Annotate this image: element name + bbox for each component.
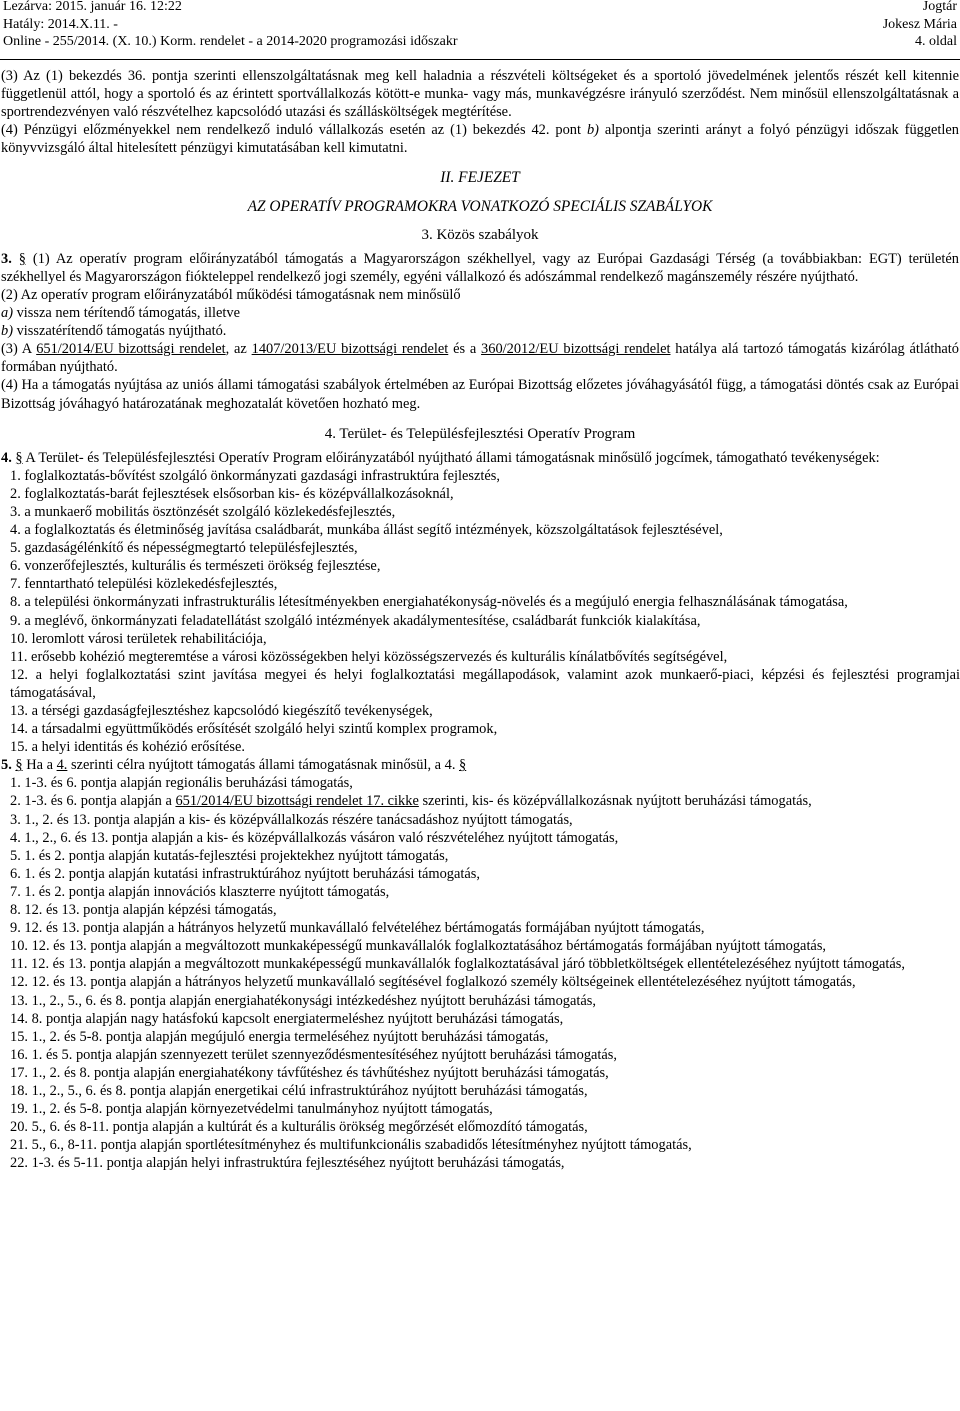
section-3-paragraph-1 — [0, 250, 960, 286]
list-item: 6. vonzerőfejlesztés, kulturális és természeti örökség fejlesztése, — [10, 558, 381, 575]
section-3-paragraph-2: (2) Az operatív program előirányzatából működési támogatásnak nem minősülő — [1, 286, 461, 303]
list-item: 13. 1., 2., 5., 6. és 8. pontja alapján energiahatékonysági intézkedéshez nyújtott beruházási támogatás, — [10, 992, 596, 1009]
paragraph-4-text-end: alpontja szerinti arányt a folyó pénzügyi időszak független könyvvizsgáló által hitelesített pénzügyi kimutatásában kell kimutatni. — [1, 122, 959, 157]
section-3-title: 3. Közös szabályok — [421, 226, 539, 243]
list-item: 9. a meglévő, önkormányzati feladatellátást szolgáló intézmények akadálymentesítése, családbarát funkciók kialakítása, — [10, 612, 701, 629]
list-item: 19. 1., 2. és 5-8. pontja alapján környezetvédelmi tanulmányhoz nyújtott támogatás, — [10, 1101, 493, 1118]
list-item: 1. foglalkoztatás-bővítést szolgáló önkormányzati gazdasági infrastruktúra fejlesztés, — [10, 467, 500, 484]
section-3-symbol-link[interactable]: § — [18, 250, 26, 267]
list-item: 12. a helyi foglalkoztatási szint javítása megyei és helyi foglalkoztatási megállapodások, valamint azok munkaerő-piaci, képzési és fejlesztési programjai támogatásával, — [10, 666, 960, 701]
list-item: 4. a foglalkoztatás és életminőség javítása családbarát, munkába állást segítő intézmények, közszolgáltatások fejlesztésével, — [10, 522, 723, 539]
section-5-symbol-link[interactable]: § — [15, 757, 23, 774]
regulation-1407-link[interactable]: 1407/2013/EU bizottsági rendelet — [251, 341, 449, 358]
list-item: 14. a társadalmi együttműködés erősítését szolgáló helyi szintű komplex programok, — [10, 721, 498, 738]
list-item: 21. 5., 6., 8-11. pontja alapján sportlétesítményhez és multifunkcionális szabadidős létesítményhez nyújtott támogatás, — [10, 1137, 692, 1154]
regulation-651-article-17-link[interactable]: 651/2014/EU bizottsági rendelet 17. cikke — [175, 793, 419, 810]
list-item: 8. a települési önkormányzati infrastrukturális létesítményekben energiahatékonyság-növelés és a megújuló energia felhasználásának támogatása, — [10, 594, 848, 611]
section-5-list — [0, 774, 960, 1172]
section-3-paragraph-4: (4) Ha a támogatás nyújtása az uniós állami támogatási szabályok értelmében az Európai Bizottság előzetes jóváhagyásától függ, a támogatási döntés csak az Európai Bizottság jóváhagyó határozatának meghozatalát követően hozható meg. — [1, 377, 959, 412]
item-a-label: a) — [1, 305, 13, 322]
list-item: 22. 1-3. és 5-11. pontja alapján helyi infrastruktúra fejlesztéséhez nyújtott beruházási támogatás, — [10, 1155, 565, 1172]
section-4-title: 4. Terület- és Településfejlesztési Operatív Program — [324, 425, 636, 442]
list-item: 16. 1. és 5. pontja alapján szennyezett terület szennyeződésmentesítéséhez nyújtott beruházási támogatás, — [10, 1046, 617, 1063]
section-4-intro-text: A Terület- és Településfejlesztési Operatív Program előirányzatából nyújtható állami támogatásnak minősülő jogcímek, támogatható tevékenységek: — [22, 449, 880, 466]
section-4-list — [0, 467, 960, 757]
section-3-item-b — [0, 322, 960, 340]
paragraph-4-text: (4) Pénzügyi előzményekkel nem rendelkező induló vállalkozás esetén az (1) bekezdés 42. pont — [1, 122, 587, 139]
section-5-symbol-ref-link[interactable]: § — [459, 757, 467, 774]
section-4-intro — [0, 449, 960, 467]
paragraph-4 — [0, 121, 960, 157]
header-right — [883, 0, 957, 51]
list-item: 10. 12. és 13. pontja alapján a megváltozott munkaképességű munkavállalók foglalkoztatásához bértámogatás formájában nyújtott támogatás, — [10, 938, 827, 955]
section-5-number: 5. — [1, 757, 12, 774]
list-item: 12. 12. és 13. pontja alapján a hátrányos helyzetű munkavállaló segítésével foglalkozó személy költségeinek ellentételezéséhez nyújtott támogatás, — [10, 974, 856, 991]
list-item: 7. fenntartható települési közlekedésfejlesztés, — [10, 576, 278, 593]
section-3-paragraph-1-text: (1) Az operatív program előirányzatából támogatás a Magyarországon székhellyel, vagy az Európai Gazdasági Térség (a továbbiakban: EGT) területén székhellyel és Magyarországon fiókteleppel rendelkező jogi személy, egyéni vállalkozó és adószámmal rendelkező magánszemély részére nyújtható. — [1, 250, 959, 285]
item-a-text: vissza nem térítendő támogatás, illetve — [13, 305, 240, 322]
section-4-symbol-link[interactable]: § — [15, 449, 23, 466]
s3-3-text-4: hatálya alá tartozó támogatás kizárólag átlátható formában nyújtható. — [1, 341, 959, 376]
section-5-intro — [0, 756, 960, 774]
list-item: 1. 1-3. és 6. pontja alapján regionális beruházási támogatás, — [10, 775, 353, 792]
header-left — [3, 0, 458, 51]
s3-3-text-2: , az — [225, 341, 252, 358]
list-item: 11. erősebb kohézió megteremtése a városi közösségekben helyi közösségszervezés és kulturális kínálatbővítés segítségével, — [10, 648, 728, 665]
list-item: 17. 1., 2. és 8. pontja alapján energiahatékony távfűtéshez és távhűtéshez nyújtott beruházási támogatás, — [10, 1064, 609, 1081]
header-user: Jokesz Mária — [882, 16, 957, 32]
header-document-title: Online - 255/2014. (X. 10.) Korm. rendelet - a 2014-2020 programozási időszakr — [3, 34, 458, 49]
list-item: 8. 12. és 13. pontja alapján képzési támogatás, — [10, 902, 277, 919]
list-item-text: 2. 1-3. és 6. pontja alapján a — [10, 793, 176, 810]
regulation-360-link[interactable]: 360/2012/EU bizottsági rendelet — [481, 341, 671, 358]
chapter-title: AZ OPERATÍV PROGRAMOKRA VONATKOZÓ SPECIÁLIS SZABÁLYOK — [247, 197, 713, 215]
section-3-item-a — [0, 304, 960, 322]
list-item: 6. 1. és 2. pontja alapján kutatási infrastruktúrához nyújtott beruházási támogatás, — [10, 865, 480, 882]
section-5-text: Ha a — [22, 757, 57, 774]
list-item: 5. 1. és 2. pontja alapján kutatás-fejlesztési projektekhez nyújtott támogatás, — [10, 847, 449, 864]
list-item: 7. 1. és 2. pontja alapján innovációs klaszterre nyújtott támogatás, — [10, 883, 390, 900]
paragraph-4-point-label: b) — [586, 122, 599, 139]
list-item: 11. 12. és 13. pontja alapján a megváltozott munkaképességű munkavállalók foglalkoztatásával járó többletköltségek ellentételezéséhez nyújtott támogatás, — [10, 956, 905, 973]
list-item — [0, 792, 960, 810]
list-item: 3. a munkaerő mobilitás ösztönzését szolgáló közlekedésfejlesztés, — [10, 503, 396, 520]
section-4-reference-link[interactable]: 4. — [56, 757, 68, 774]
list-item: 3. 1., 2. és 13. pontja alapján a kis- és középvállalkozás részére tanácsadáshoz nyújtott támogatás, — [10, 811, 573, 828]
list-item: 10. leromlott városi területek rehabilitációja, — [10, 630, 267, 647]
list-item: 18. 1., 2., 5., 6. és 8. pontja alapján energetikai célú infrastruktúrához nyújtott beruházási támogatás, — [10, 1082, 588, 1099]
list-item: 4. 1., 2., 6. és 13. pontja alapján a kis- és középvállalkozás vásáron való részvételéhez nyújtott támogatás, — [10, 829, 619, 846]
list-item: 20. 5., 6. és 8-11. pontja alapján a kultúrát és a kulturális örökség megőrzését előmozdító támogatás, — [10, 1119, 588, 1136]
section-5-text-2: szerinti célra nyújtott támogatás állami támogatásnak minősül, a 4. — [67, 757, 460, 774]
header-validity: Hatály: 2014.X.11. - — [3, 16, 118, 32]
list-item: 15. a helyi identitás és kohézió erősítése. — [10, 739, 245, 756]
header-page-number: 4. oldal — [915, 34, 957, 49]
list-item: 2. foglalkoztatás-barát fejlesztések elsősorban kis- és középvállalkozásoknál, — [10, 485, 454, 502]
document-body — [0, 67, 960, 1172]
item-b-label: b) — [1, 323, 13, 340]
header-closed-date: Lezárva: 2015. január 16. 12:22 — [3, 0, 182, 14]
section-3-number: 3. — [1, 250, 12, 267]
list-item: 5. gazdaságélénkítő és népességmegtartó településfejlesztés, — [10, 540, 358, 557]
page-header — [0, 0, 960, 62]
regulation-651-link[interactable]: 651/2014/EU bizottsági rendelet — [36, 341, 226, 358]
list-item: 9. 12. és 13. pontja alapján a hátrányos helyzetű munkavállaló felvételéhez bértámogatás formájában nyújtott támogatás, — [10, 920, 705, 937]
s3-3-text: (3) A — [1, 341, 37, 358]
s3-3-text-3: és a — [448, 341, 482, 358]
list-item-text: szerinti, kis- és középvállalkozásnak nyújtott beruházási támogatás, — [418, 793, 812, 810]
list-item: 15. 1., 2. és 5-8. pontja alapján megújuló energia termeléséhez nyújtott beruházási támogatás, — [10, 1028, 549, 1045]
list-item: 13. a térségi gazdaságfejlesztéshez kapcsolódó kiegészítő tevékenységek, — [10, 703, 433, 719]
header-publisher: Jogtár — [922, 0, 957, 14]
section-3-paragraph-3 — [0, 340, 960, 376]
paragraph-3: (3) Az (1) bekezdés 36. pontja szerinti ellenszolgáltatásnak meg kell haladnia a részvételi költségeket és a sportoló jövedelmének jelentős részét kell kitennie függetlenül attól, hogy a sportoló és az érintett sportvállalkozás kötött-e munka- vagy más, munkavégzésre irányuló szerződést. Nem minősül ellenszolgáltatásnak a sportrendezvényen való részvételhez kapcsolódó utazási és szállásköltségek megtérítése. — [1, 68, 959, 121]
section-4-number: 4. — [1, 449, 12, 466]
header-divider — [0, 59, 960, 60]
chapter-number: II. FEJEZET — [440, 169, 520, 187]
item-b-text: visszatérítendő támogatás nyújtható. — [13, 323, 227, 340]
list-item: 14. 8. pontja alapján nagy hatásfokú kapcsolt energiatermeléshez nyújtott beruházási támogatás, — [10, 1010, 564, 1027]
